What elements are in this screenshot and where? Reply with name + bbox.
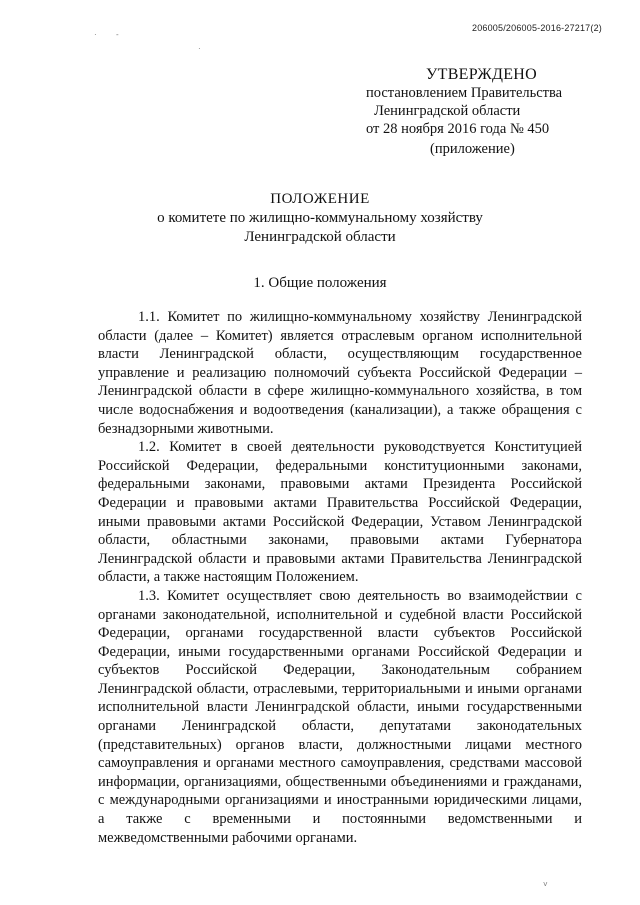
document-title-line-3: Ленинградской области [244,229,396,245]
document-title-line-2: о комитете по жилищно-коммунальному хозяйству [157,210,483,226]
paragraph-1-1: 1.1. Комитет по жилищно-коммунальному хозяйству Ленинградской области (далее – Комитет) является отраслевым органом исполнительной власти Ленинградской области, осуществляющим государственное управление и реализацию полномочий субъекта Российской Федерации – Ленинградской области в сфере жилищно-коммунального хозяйства, в том числе водоснабжения и водоотведения (канализации), а также обращения с безнадзорными животными. [98,309,582,437]
document-title-line-1: ПОЛОЖЕНИЕ [270,191,370,207]
approval-title: УТВЕРЖДЕНО [426,66,538,83]
approval-line-1: постановлением Правительства [366,85,563,101]
scan-speck: · [198,44,201,53]
document-id: 206005/206005-2016-27217(2) [471,23,602,33]
approval-line-3: от 28 ноября 2016 года № 450 [366,121,550,137]
section-body [98,308,582,847]
approval-line-2: Ленинградской области [374,103,521,119]
scan-speck: ˅ [543,880,548,889]
scan-speck: · [94,30,97,39]
paragraph-1-2: 1.2. Комитет в своей деятельности руководствуется Конституцией Российской Федерации, федеральными конституционными законами, федеральными законами, правовыми актами Президента Российской Федерации и правовыми актами Правительства Российской Федерации, иными правовыми актами Российской Федерации, Уставом Ленинградской области, областными законами, правовыми актами Губернатора Ленинградской области и правовыми актами Правительства Ленинградской области, а также настоящим Положением. [98,439,582,586]
approval-line-4: (приложение) [430,141,515,157]
approval-block [366,66,586,158]
scan-speck: - [116,30,119,39]
paragraph-1-3: 1.3. Комитет осуществляет свою деятельность во взаимодействии с органами законодательной, исполнительной и судебной власти Российской Федерации, органами государственной власти субъектов Российской Федерации, иными государственными органами Российской Федерации и субъектов Российской Федерации, Законодательным собранием Ленинградской области, отраслевыми, территориальными и иными органами исполнительной власти Ленинградской области, иными государственными органами Ленинградской области, депутатами законодательных (представительных) органов власти, должностными лицами местного самоуправления и органами местного самоуправления, средствами массовой информации, организациями, общественными объединениями и гражданами, с международными организациями и иностранными юридическими лицами, а также с временными и постоянными ведомственными и межведомственными рабочими органами. [98,587,582,846]
section-heading: 1. Общие положения [253,275,387,291]
document-title [0,190,640,247]
